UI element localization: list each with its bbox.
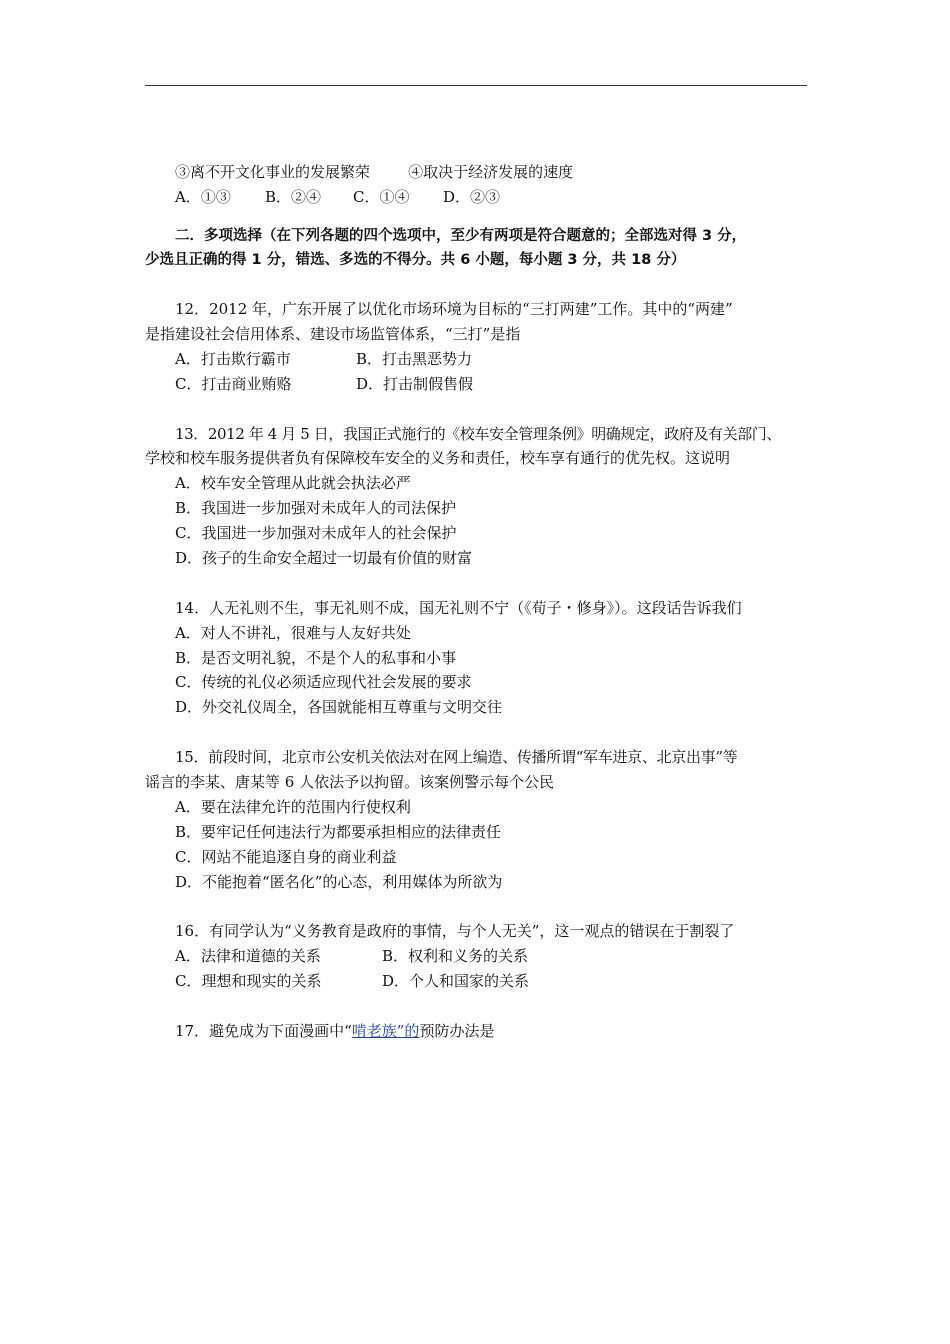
q11-option-c: C．①④ bbox=[353, 188, 410, 206]
q15-option-a: A．要在法律允许的范围内行使权利 bbox=[175, 798, 411, 816]
header-rule bbox=[145, 85, 807, 86]
q13-option-a: A．校车安全管理从此就会执法必严 bbox=[175, 474, 411, 492]
q12-stem-line2: 是指建设社会信用体系、建设市场监管体系，“三打”是指 bbox=[145, 325, 521, 343]
q12-option-b: B．打击黑恶势力 bbox=[356, 350, 473, 368]
q17-link[interactable]: 啃老族”的 bbox=[351, 1022, 420, 1040]
q13-stem-line1: 13．2012 年 4 月 5 日，我国正式施行的《校车安全管理条例》明确规定，政府及有关部门、 bbox=[175, 425, 781, 443]
q12-option-d: D．打击制假售假 bbox=[356, 375, 474, 393]
section2-heading-line2: 少选且正确的得 1 分，错选、多选的不得分。共 6 小题，每小题 3 分，共 18 分） bbox=[145, 252, 686, 268]
q14-option-c: C．传统的礼仪必须适应现代社会发展的要求 bbox=[175, 673, 472, 691]
q13-option-c: C．我国进一步加强对未成年人的社会保护 bbox=[175, 524, 457, 542]
q11-option-b: B．②④ bbox=[265, 188, 322, 206]
q15-stem-line2: 谣言的李某、唐某等 6 人依法予以拘留。该案例警示每个公民 bbox=[145, 773, 555, 791]
q17-stem bbox=[175, 1021, 494, 1041]
q16-option-c: C．理想和现实的关系 bbox=[175, 972, 322, 990]
q12-option-c: C．打击商业贿赂 bbox=[175, 375, 292, 393]
q14-stem-line1: 14．人无礼则不生，事无礼则不成，国无礼则不宁（《荀子・修身》）。这段话告诉我们 bbox=[175, 599, 742, 617]
section2-heading-line1: 二．多项选择（在下列各题的四个选项中，至少有两项是符合题意的；全部选对得 3 分， bbox=[175, 228, 747, 244]
q14-option-d: D．外交礼仪周全，各国就能相互尊重与文明交往 bbox=[175, 698, 503, 716]
q17-suffix: 预防办法是 bbox=[419, 1022, 495, 1040]
q16-option-d: D．个人和国家的关系 bbox=[382, 972, 530, 990]
q11-option-a: A．①③ bbox=[175, 188, 231, 206]
q15-option-b: B．要牢记任何违法行为都要承担相应的法律责任 bbox=[175, 823, 502, 841]
q12-stem-line1: 12．2012 年，广东开展了以优化市场环境为目标的“三打两建”工作。其中的“两建” bbox=[175, 300, 733, 318]
q13-option-d: D．孩子的生命安全超过一切最有价值的财富 bbox=[175, 549, 473, 567]
q16-stem-line1: 16．有同学认为“义务教育是政府的事情，与个人无关”，这一观点的错误在于割裂了 bbox=[175, 922, 735, 940]
q16-option-b: B．权利和义务的关系 bbox=[382, 947, 529, 965]
q13-stem-line2: 学校和校车服务提供者负有保障校车安全的义务和责任，校车享有通行的优先权。这说明 bbox=[145, 449, 731, 467]
q15-option-d: D．不能抱着“匿名化”的心态，利用媒体为所欲为 bbox=[175, 873, 503, 891]
q13-option-b: B．我国进一步加强对未成年人的司法保护 bbox=[175, 499, 457, 517]
q14-option-b: B．是否文明礼貌，不是个人的私事和小事 bbox=[175, 649, 457, 667]
q11-items: ③离不开文化事业的发展繁荣 ④取决于经济发展的速度 bbox=[175, 163, 574, 181]
q16-option-a: A．法律和道德的关系 bbox=[175, 947, 321, 965]
q15-option-c: C．网站不能追逐自身的商业利益 bbox=[175, 848, 397, 866]
q11-option-d: D．②③ bbox=[443, 188, 501, 206]
q17-prefix: 17．避免成为下面漫画中“ bbox=[175, 1022, 352, 1040]
q14-option-a: A．对人不讲礼，很难与人友好共处 bbox=[175, 624, 411, 642]
q12-option-a: A．打击欺行霸市 bbox=[175, 350, 291, 368]
q15-stem-line1: 15．前段时间，北京市公安机关依法对在网上编造、传播所谓“军车进京、北京出事”等 bbox=[175, 748, 738, 766]
